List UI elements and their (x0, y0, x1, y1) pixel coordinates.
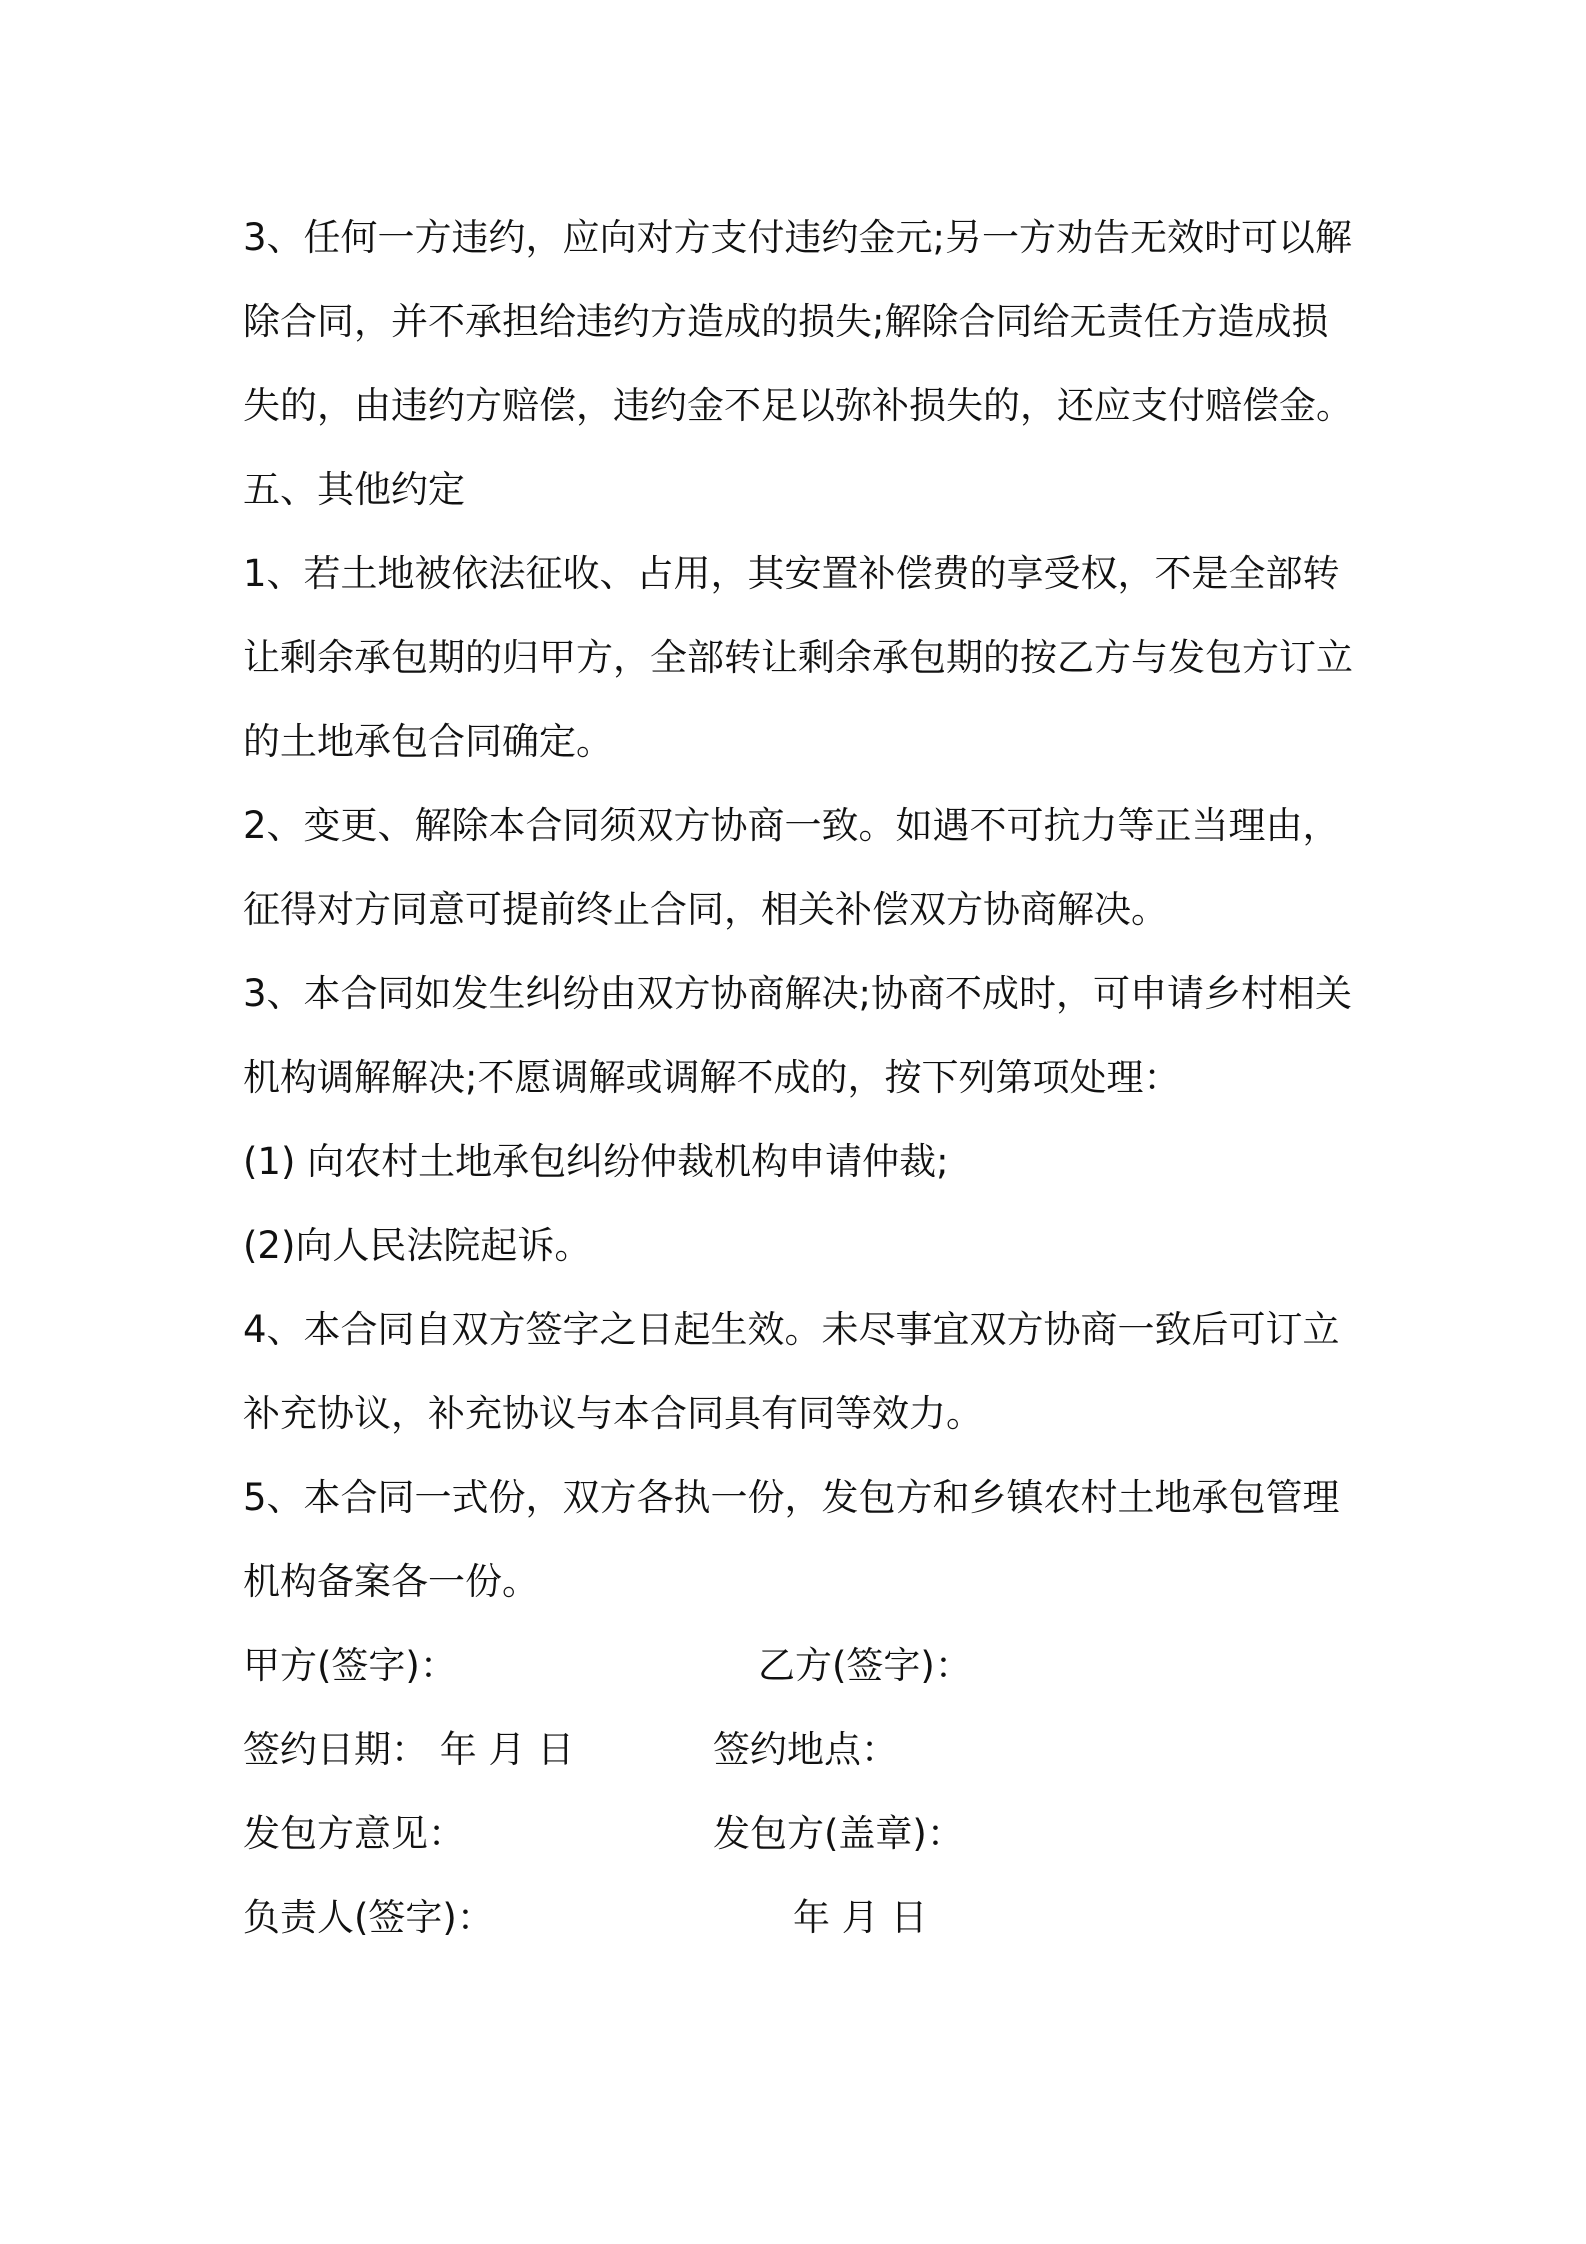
paragraph-line: 4、本合同自双方签字之日起生效。未尽事宜双方协商一致后可订立 (243, 1308, 1340, 1351)
paragraph-line: 3、任何一方违约，应向对方支付违约金元;另一方劝告无效时可以解 (243, 216, 1353, 259)
paragraph-line: 5、本合同一式份，双方各执一份，发包方和乡镇农村土地承包管理 (243, 1476, 1340, 1519)
responsible-date: 年 月 日 (793, 1896, 928, 1939)
signature-row-date-place (243, 1708, 1355, 1792)
section-heading: 五、其他约定 (243, 468, 465, 511)
signature-row-contractor (243, 1792, 1355, 1876)
party-b-signature: 乙方(签字)： (758, 1644, 972, 1687)
paragraph-line: 让剩余承包期的归甲方，全部转让剩余承包期的按乙方与发包方订立 (243, 636, 1353, 679)
signature-row-parties (243, 1624, 1355, 1708)
paragraph-line: 补充协议，补充协议与本合同具有同等效力。 (243, 1392, 983, 1435)
party-a-signature: 甲方(签字)： (243, 1644, 457, 1687)
signature-row-responsible (243, 1876, 1355, 1960)
paragraph-line: 征得对方同意可提前终止合同，相关补偿双方协商解决。 (243, 888, 1168, 931)
paragraph-line: 机构调解解决;不愿调解或调解不成的，按下列第项处理： (243, 1056, 1181, 1099)
paragraph-line: (2)向人民法院起诉。 (243, 1224, 592, 1267)
paragraph-line: 失的，由违约方赔偿，违约金不足以弥补损失的，还应支付赔偿金。 (243, 384, 1353, 427)
contractor-opinion: 发包方意见： (243, 1812, 465, 1855)
paragraph-line: 1、若土地被依法征收、占用，其安置补偿费的享受权，不是全部转 (243, 552, 1340, 595)
sign-place: 签约地点： (713, 1728, 898, 1771)
paragraph-line: 3、本合同如发生纠纷由双方协商解决;协商不成时，可申请乡村相关 (243, 972, 1353, 1015)
paragraph-line: (1) 向农村土地承包纠纷仲裁机构申请仲裁; (243, 1140, 949, 1183)
paragraph-line: 2、变更、解除本合同须双方协商一致。如遇不可抗力等正当理由， (243, 804, 1340, 847)
paragraph-line: 的土地承包合同确定。 (243, 720, 613, 763)
paragraph-line: 机构备案各一份。 (243, 1560, 539, 1603)
contract-body (243, 196, 1355, 1960)
contractor-seal: 发包方(盖章)： (713, 1812, 964, 1855)
sign-date: 签约日期： 年 月 日 (243, 1728, 575, 1771)
responsible-person-signature: 负责人(签字)： (243, 1896, 494, 1939)
paragraph-line: 除合同，并不承担给违约方造成的损失;解除合同给无责任方造成损 (243, 300, 1329, 343)
